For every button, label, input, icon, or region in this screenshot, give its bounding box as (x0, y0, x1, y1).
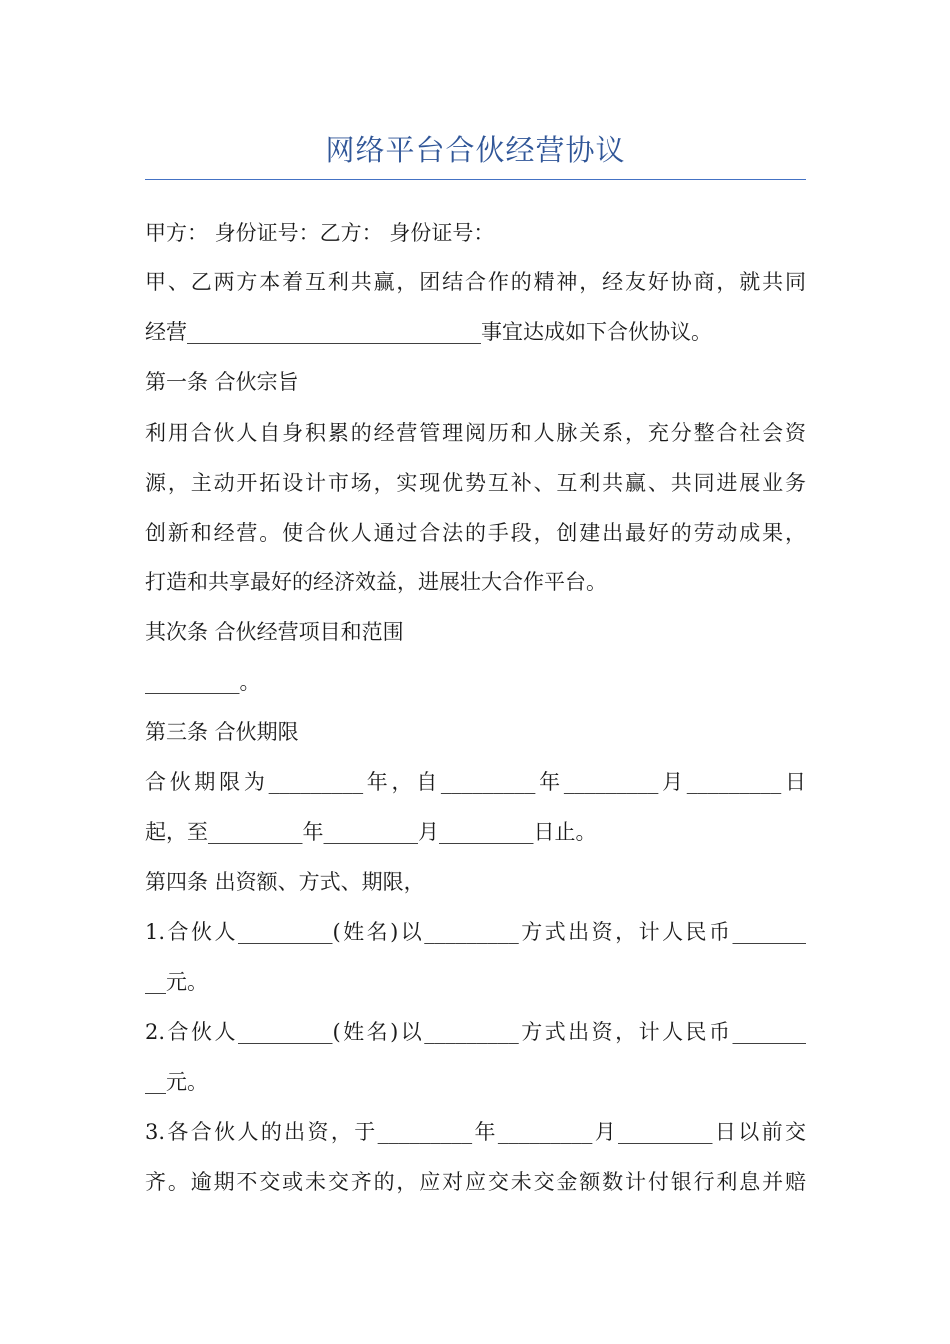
article-4-item-2-line-1: 2.合伙人_________(姓名)以_________方式出资，计人民币_______ (145, 1020, 806, 1044)
article-3-heading: 第三条 合伙期限 (145, 720, 299, 744)
article-3-text-line-2: 起，至_________年_________月_________日止。 (145, 820, 597, 844)
article-4-item-1-line-1: 1.合伙人_________(姓名)以_________方式出资，计人民币_______ (145, 920, 806, 944)
article-4-item-3-line-1: 3.各合伙人的出资，于_________年_________月_________日以前交 (145, 1120, 806, 1144)
article-4-item-3-line-2: 齐。逾期不交或未交齐的，应对应交未交金额数计付银行利息并赔 (145, 1170, 806, 1194)
article-1-text-line-1: 利用合伙人自身积累的经营管理阅历和人脉关系，充分整合社会资 (145, 421, 806, 445)
preamble-line-2: 经营____________________________事宜达成如下合伙协议。 (145, 320, 712, 344)
article-1-text-line-4: 打造和共享最好的经济效益，进展壮大合作平台。 (145, 570, 607, 594)
article-2-heading: 其次条 合伙经营项目和范围 (145, 620, 404, 644)
article-3-text-line-1: 合伙期限为_________年，自_________年_________月_________日 (145, 770, 806, 794)
article-1-heading: 第一条 合伙宗旨 (145, 370, 299, 394)
document-title: 网络平台合伙经营协议 (325, 133, 626, 167)
article-1-text-line-2: 源，主动开拓设计市场，实现优势互补、互利共赢、共同进展业务 (145, 471, 806, 495)
party-info-line: 甲方： 身份证号：乙方： 身份证号： (145, 221, 495, 245)
preamble-line-1: 甲、乙两方本着互利共赢，团结合作的精神，经友好协商，就共同 (145, 270, 806, 294)
article-1-text-line-3: 创新和经营。使合伙人通过合法的手段，创建出最好的劳动成果， (145, 521, 806, 545)
title-underline (145, 179, 806, 180)
article-4-heading: 第四条 出资额、方式、期限， (145, 870, 425, 894)
article-2-text: _________。 (145, 670, 261, 694)
article-4-item-2-line-2: __元。 (145, 1070, 208, 1094)
article-4-item-1-line-2: __元。 (145, 970, 208, 994)
